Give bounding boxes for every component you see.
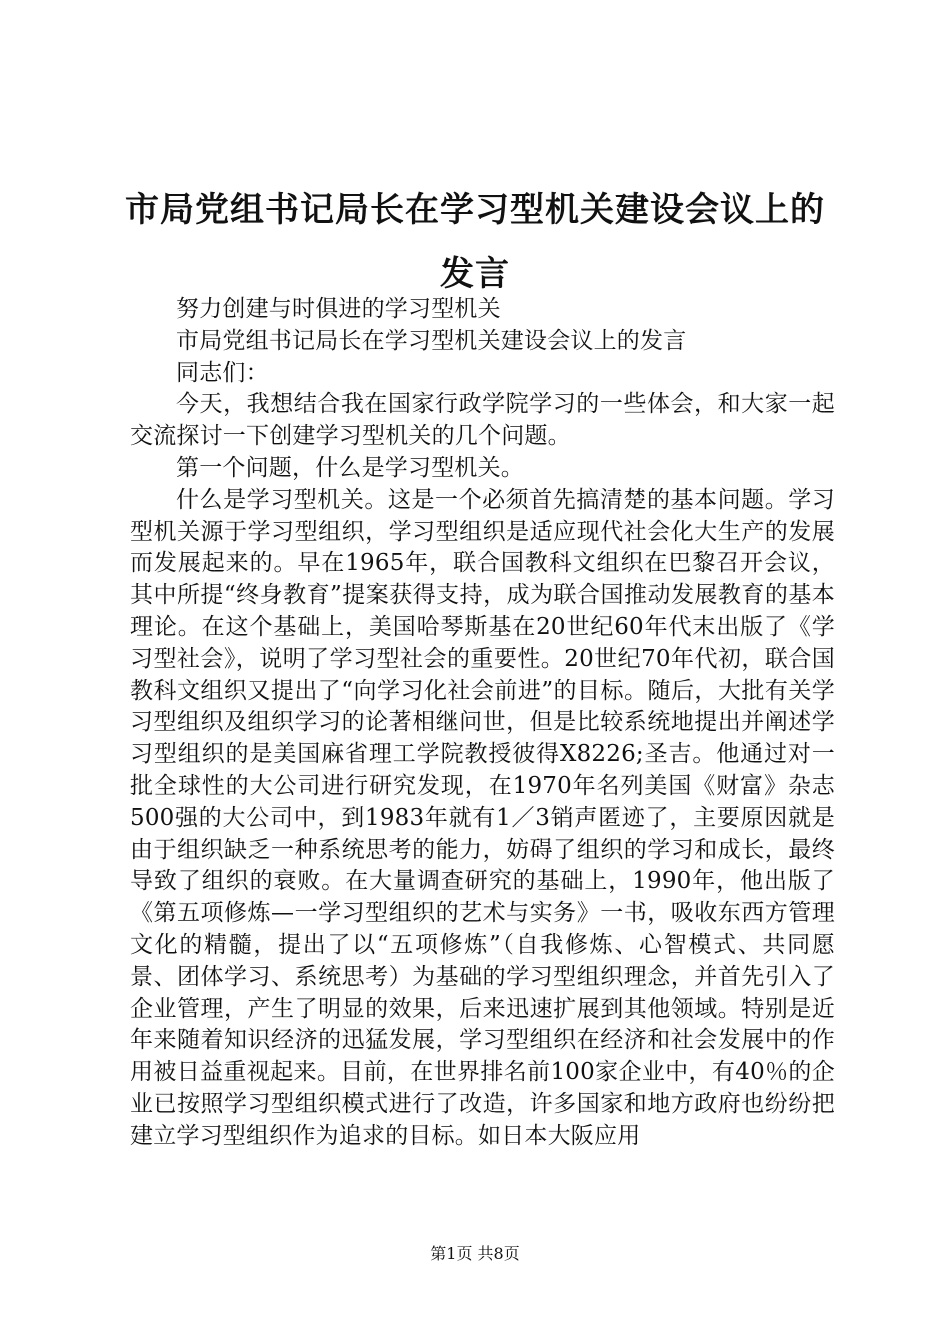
heading-paragraph: 市局党组书记局长在学习型机关建设会议上的发言 bbox=[176, 327, 687, 354]
page-footer: 第1页 共8页 bbox=[430, 1244, 520, 1263]
title-line-2: 发言 bbox=[440, 254, 510, 294]
salutation-paragraph: 同志们： bbox=[176, 359, 269, 386]
body-paragraph: 什么是学习型机关。这是一个必须首先搞清楚的基本问题。学习型机关源于学习型组织，学习型组织是适应现代社会化大生产的发展而发展起来的。早在1965年，联合国教科文组织在巴黎召开会议，其中所提“终身教育”提案获得支持，成为联合国推动发展教育的基本理论。在这个基础上，美国哈琴斯基在20世纪60年代末出版了《学习型社会》，说明了学习型社会的重要性。20世纪70年代初，联合国教科文组织又提出了“向学习化社会前进”的目标。随后，大批有关学习型组织及组织学习的论著相继问世，但是比较系统地提出并阐述学习型组织的是美国麻省理工学院教授彼得X8226;圣吉。他通过对一批全球性的大公司进行研究发现，在1970年名列美国《财富》杂志500强的大公司中，到1983年就有1／3销声匿迹了，主要原因就是由于组织缺乏一种系统思考的能力，妨碍了组织的学习和成长，最终导致了组织的衰败。在大量调查研究的基础上，1990年，他出版了《第五项修炼—一学习型组织的艺术与实务》一书，吸收东西方管理文化的精髓，提出了以“五项修炼”（自我修炼、心智模式、共同愿景、团体学习、系统思考）为基础的学习型组织理念，并首先引入了企业管理，产生了明显的效果，后来迅速扩展到其他领域。特别是近年来随着知识经济的迅猛发展，学习型组织在经济和社会发展中的作用被日益重视起来。目前，在世界排名前100家企业中，有40％的企业已按照学习型组织模式进行了改造，许多国家和地方政府也纷纷把建立学习型组织作为追求的目标。如日本大阪应用 bbox=[130, 486, 835, 1149]
title-line-1: 市局党组书记局长在学习型机关建设会议上的 bbox=[125, 190, 825, 230]
subtitle-paragraph: 努力创建与时俱进的学习型机关 bbox=[176, 296, 501, 322]
section-heading-paragraph: 第一个问题，什么是学习型机关。 bbox=[176, 454, 524, 481]
intro-paragraph: 今天，我想结合我在国家行政学院学习的一些体会，和大家一起交流探讨一下创建学习型机关的几个问题。 bbox=[130, 391, 835, 450]
document-body bbox=[130, 294, 835, 1153]
document-title bbox=[120, 178, 830, 306]
